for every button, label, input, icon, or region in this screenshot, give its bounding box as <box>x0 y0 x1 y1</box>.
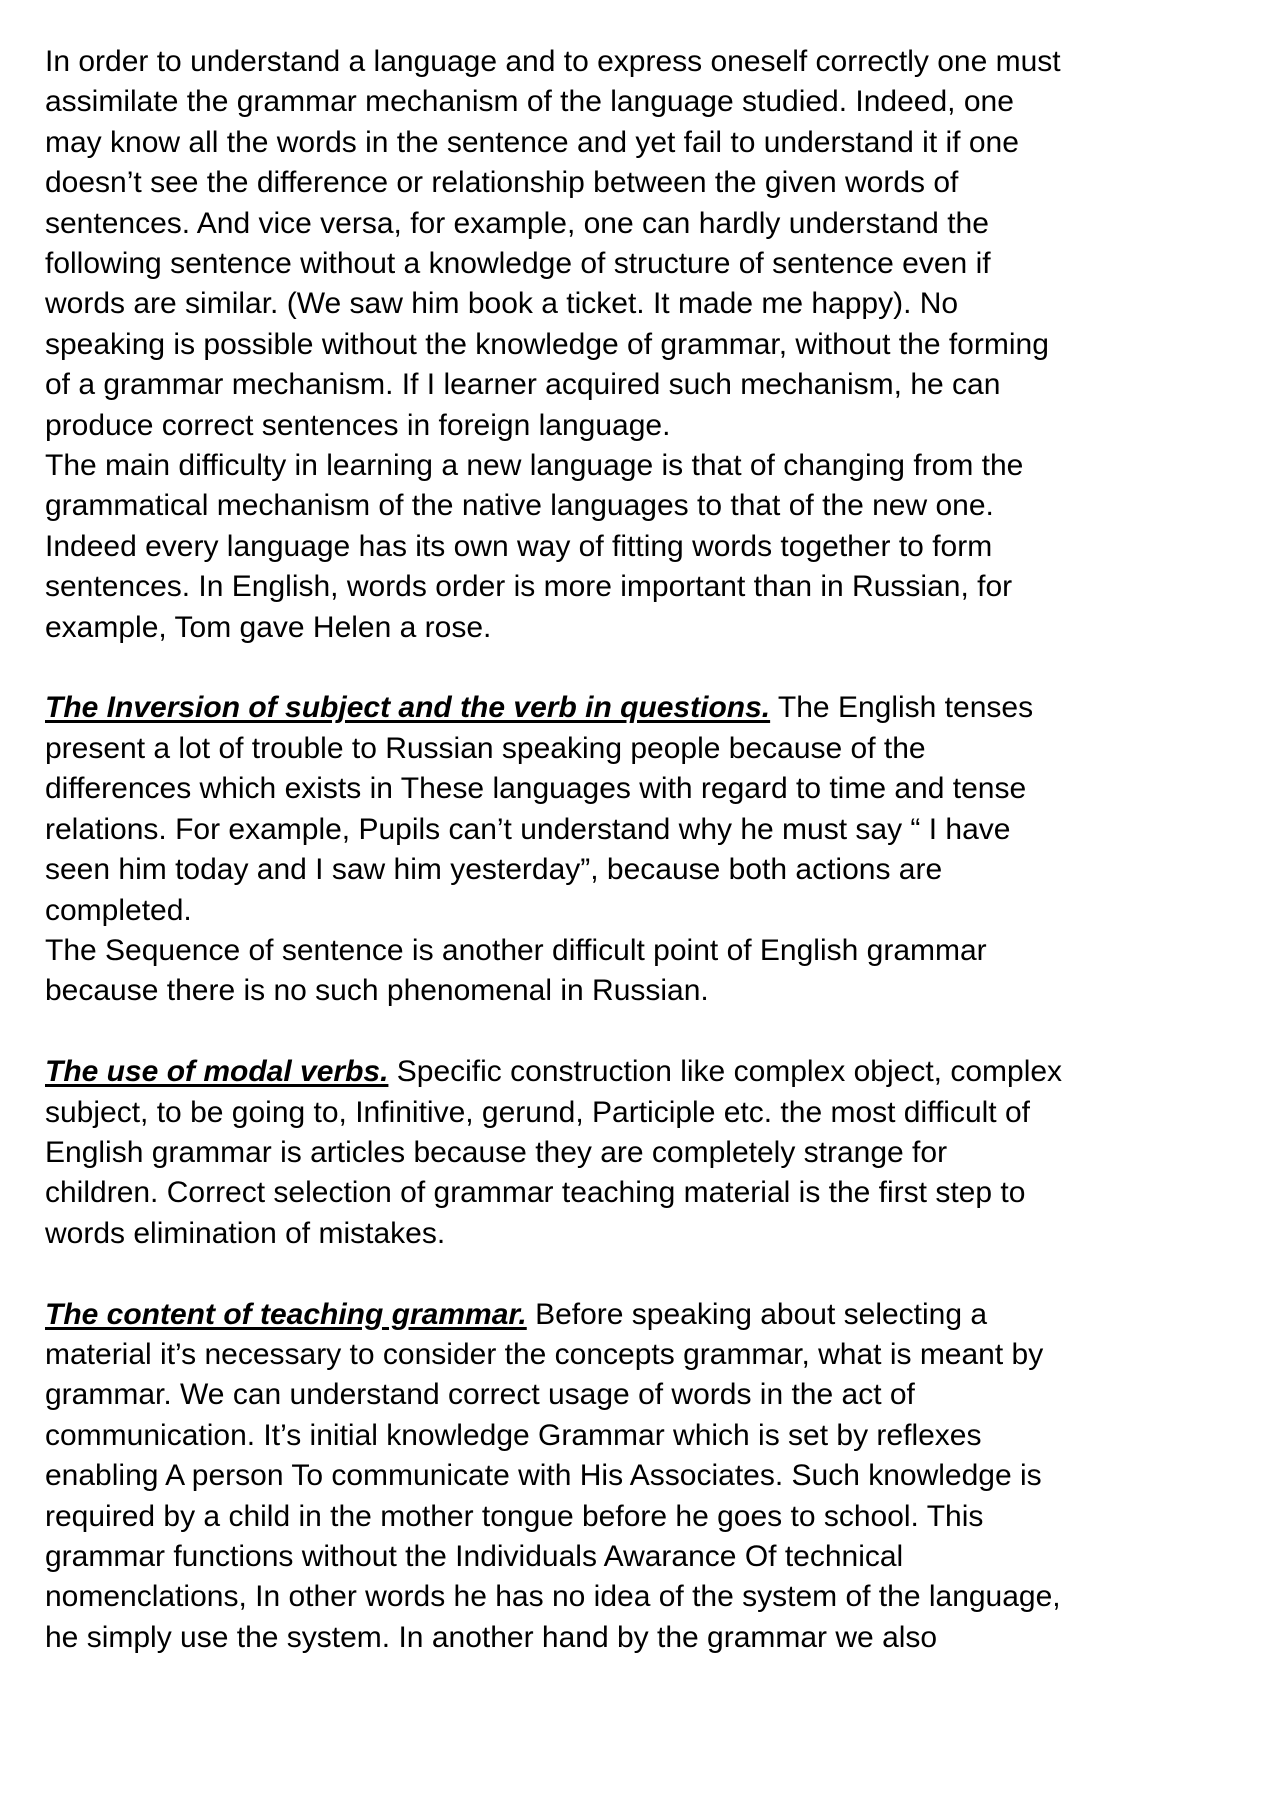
text-line: he simply use the system. In another hand by the grammar we also <box>45 1620 938 1654</box>
text-line: speaking is possible without the knowledge of grammar, without the forming <box>45 327 1049 361</box>
section-heading-modal-verbs: The use of modal verbs. <box>45 1055 389 1089</box>
paragraph-main-difficulty <box>45 446 1245 648</box>
document-page <box>45 42 1245 1658</box>
text-line <box>45 1052 1245 1092</box>
text-line <box>45 1295 1245 1335</box>
text-line: communication. It’s initial knowledge Grammar which is set by reflexes <box>45 1418 982 1452</box>
text-line: words elimination of mistakes. <box>45 1216 446 1250</box>
text-line: produce correct sentences in foreign language. <box>45 408 671 442</box>
paragraph-grammar-mechanism <box>45 42 1245 446</box>
section-heading-inversion: The Inversion of subject and the verb in questions. <box>45 691 771 725</box>
blank-line <box>45 648 1245 688</box>
blank-line <box>45 1012 1245 1052</box>
heading-trailing-text: Specific construction like complex object, complex <box>388 1055 1063 1089</box>
text-line: subject, to be going to, Infinitive, gerund, Participle etc. the most difficult of <box>45 1095 1030 1129</box>
text-line: In order to understand a language and to express oneself correctly one must <box>45 45 1061 78</box>
section-content-of-grammar <box>45 1295 1245 1659</box>
text-line: The main difficulty in learning a new language is that of changing from the <box>45 449 1024 483</box>
text-line: example, Tom gave Helen a rose. <box>45 610 492 644</box>
text-line: Indeed every language has its own way of fitting words together to form <box>45 529 993 563</box>
heading-trailing-text: Before speaking about selecting a <box>526 1297 988 1331</box>
text-line: required by a child in the mother tongue before he goes to school. This <box>45 1499 984 1533</box>
text-line: words are similar. (We saw him book a ticket. It made me happy). No <box>45 287 959 321</box>
text-line: completed. <box>45 893 192 927</box>
heading-trailing-text: The English tenses <box>770 691 1034 725</box>
section-modal-verbs <box>45 1052 1245 1254</box>
text-line: material it’s necessary to consider the concepts grammar, what is meant by <box>45 1337 1044 1371</box>
text-line: present a lot of trouble to Russian speaking people because of the <box>45 731 926 765</box>
text-line: relations. For example, Pupils can’t understand why he must say “ I have <box>45 812 1011 846</box>
text-line: sentences. In English, words order is more important than in Russian, for <box>45 570 1013 604</box>
text-line: following sentence without a knowledge of structure of sentence even if <box>45 247 991 281</box>
blank-line <box>45 1254 1245 1294</box>
text-line: because there is no such phenomenal in Russian. <box>45 974 709 1008</box>
text-line: grammar. We can understand correct usage of words in the act of <box>45 1378 915 1412</box>
text-line <box>45 688 1245 728</box>
text-line: grammar functions without the Individuals Awarance Of technical <box>45 1539 904 1573</box>
text-line: nomenclations, In other words he has no idea of the system of the language, <box>45 1580 1061 1614</box>
section-inversion <box>45 688 1245 930</box>
text-line: seen him today and I saw him yesterday”, because both actions are <box>45 853 943 887</box>
text-line: enabling A person To communicate with His Associates. Such knowledge is <box>45 1459 1042 1493</box>
text-line: assimilate the grammar mechanism of the language studied. Indeed, one <box>45 85 1014 119</box>
text-line: may know all the words in the sentence and yet fail to understand it if one <box>45 125 1019 159</box>
text-line: differences which exists in These languages with regard to time and tense <box>45 772 1027 806</box>
section-heading-content: The content of teaching grammar. <box>45 1297 527 1331</box>
paragraph-sequence <box>45 931 1245 1012</box>
text-line: children. Correct selection of grammar teaching material is the first step to <box>45 1176 1026 1210</box>
text-line: English grammar is articles because they are completely strange for <box>45 1135 948 1169</box>
text-line: grammatical mechanism of the native languages to that of the new one. <box>45 489 994 523</box>
text-line: The Sequence of sentence is another difficult point of English grammar <box>45 933 987 967</box>
text-line: doesn’t see the difference or relationship between the given words of <box>45 166 959 200</box>
text-line: of a grammar mechanism. If I learner acquired such mechanism, he can <box>45 368 1001 402</box>
text-line: sentences. And vice versa, for example, one can hardly understand the <box>45 206 989 240</box>
